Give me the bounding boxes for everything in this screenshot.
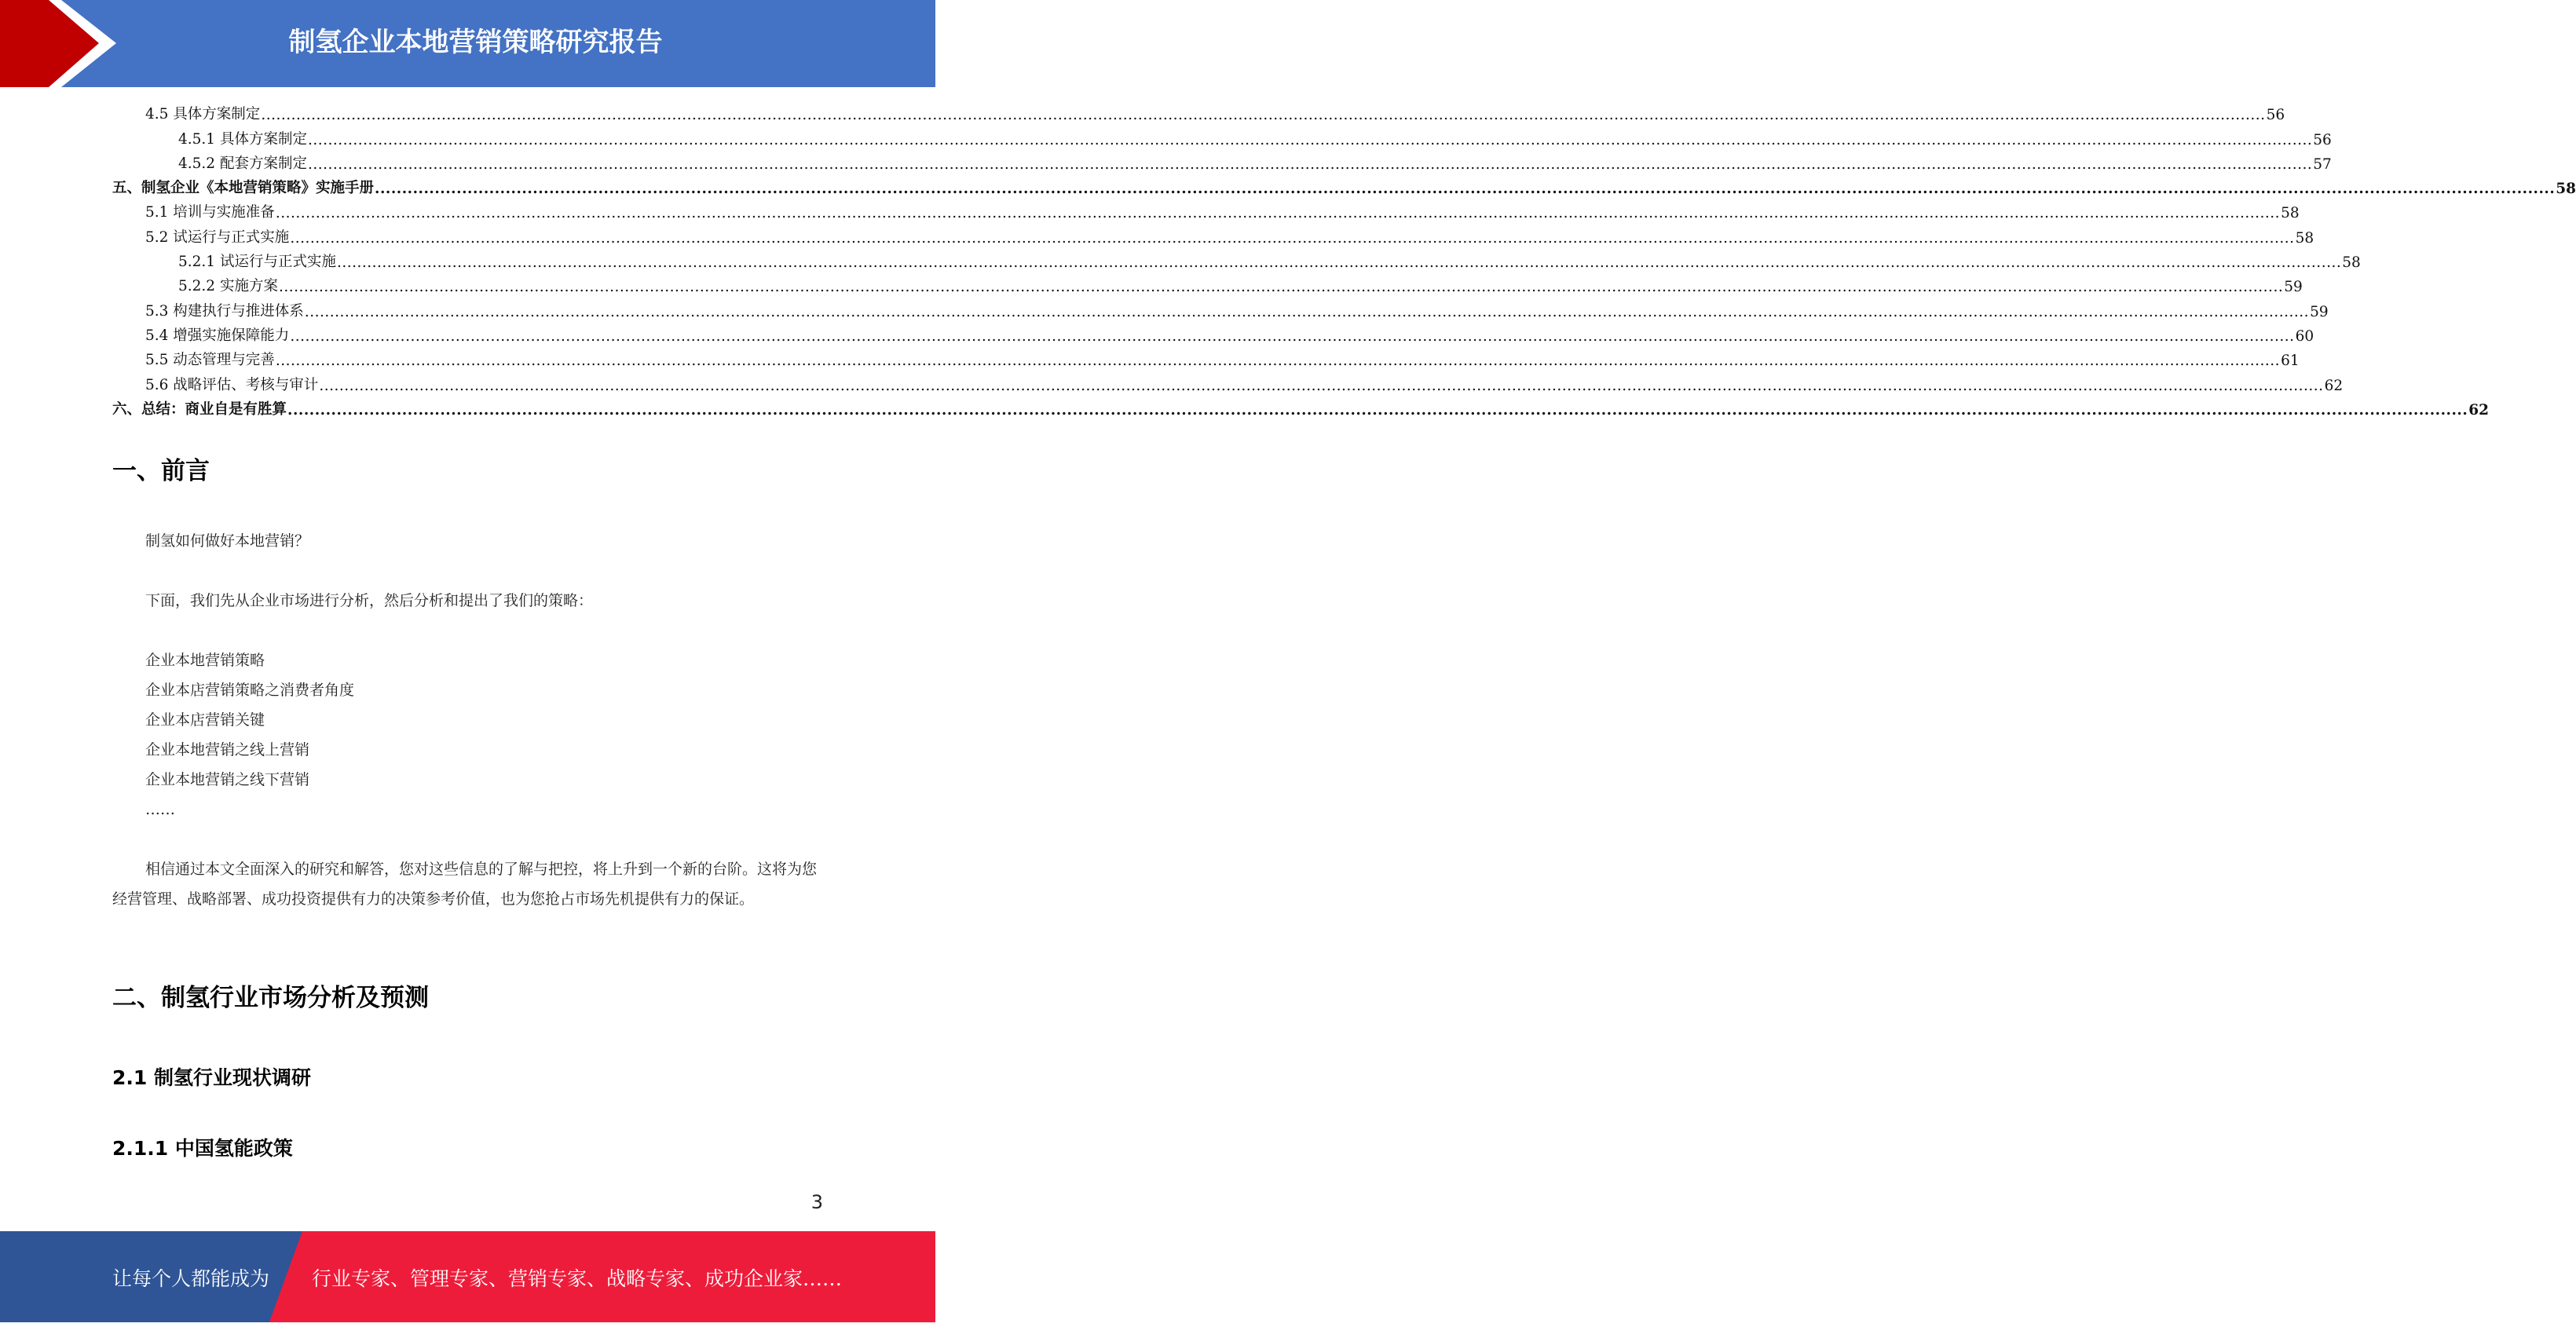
toc-entry[interactable] (112, 148, 2332, 173)
strategy-list-item: 企业本店营销关键 (145, 711, 265, 729)
header-title: 制氢企业本地营销策略研究报告 (288, 27, 663, 58)
toc-dot-leader: ................................................................................................................................................................................................................................................................................................................................................................................................................ (278, 279, 2284, 296)
section-heading-market-analysis: 二、制氢行业市场分析及预测 (112, 984, 429, 1012)
table-of-contents (112, 99, 2576, 419)
toc-entry[interactable] (112, 295, 2329, 320)
toc-entry-label: 5.4 增强实施保障能力 (145, 327, 290, 344)
toc-entry-page: 62 (2324, 377, 2344, 394)
toc-entry[interactable] (112, 271, 2303, 296)
toc-dot-leader: ................................................................................................................................................................................................................................................................................................................................................................................................................ (275, 353, 2281, 370)
toc-dot-leader: ................................................................................................................................................................................................................................................................................................................................................................................................................ (290, 229, 2295, 247)
toc-entry[interactable] (112, 221, 2314, 247)
footer-slogan-left: 让每个人都能成为 (112, 1267, 270, 1290)
subsection-heading-policy: 2.1.1 中国氢能政策 (112, 1137, 293, 1160)
toc-entry[interactable] (112, 345, 2300, 370)
strategy-list-item: 企业本店营销策略之消费者角度 (145, 682, 355, 699)
toc-entry-page: 56 (2266, 107, 2285, 124)
toc-entry-label: 4.5.2 配套方案制定 (178, 155, 307, 172)
toc-dot-leader: ................................................................................................................................................................................................................................................................................................................................................................................................................ (307, 131, 2313, 148)
toc-entry-page: 62 (2468, 401, 2490, 419)
toc-dot-leader: ................................................................................................................................................................................................................................................................................................................................................................................................................ (336, 254, 2342, 272)
strategy-list-item: 企业本地营销之线上营销 (145, 741, 310, 759)
subsection-heading-status: 2.1 制氢行业现状调研 (112, 1066, 311, 1089)
toc-entry-label: 5.5 动态管理与完善 (145, 352, 275, 369)
toc-entry[interactable] (112, 99, 2285, 124)
toc-entry[interactable] (112, 320, 2314, 345)
page-header (0, 0, 935, 87)
preface-closing: 相信通过本文全面深入的研究和解答，您对这些信息的了解与把控，将上升到一个新的台阶。这将为您经营管理、战略部署、成功投资提供有力的决策参考价值，也为您抢占市场先机提供有力的保证。 (112, 861, 818, 908)
toc-entry-label: 5.2.1 试运行与正式实施 (178, 254, 336, 271)
section-heading-preface: 一、前言 (112, 457, 210, 485)
toc-dot-leader: ................................................................................................................................................................................................................................................................................................................................................................................................................ (375, 181, 2556, 198)
toc-dot-leader: ................................................................................................................................................................................................................................................................................................................................................................................................................ (304, 303, 2310, 320)
toc-entry-label: 5.3 构建执行与推进体系 (145, 302, 304, 320)
toc-dot-leader: ................................................................................................................................................................................................................................................................................................................................................................................................................ (290, 327, 2295, 345)
strategy-list-item: 企业本地营销策略 (145, 652, 265, 669)
toc-entry-label: 5.6 战略评估、考核与审计 (145, 376, 319, 393)
toc-entry-page: 58 (2281, 205, 2300, 222)
toc-dot-leader: ................................................................................................................................................................................................................................................................................................................................................................................................................ (307, 155, 2313, 173)
preface-question: 制氢如何做好本地营销？ (145, 532, 310, 550)
toc-entry-label: 4.5.1 具体方案制定 (178, 130, 307, 148)
toc-entry-page: 58 (2342, 254, 2361, 272)
strategy-list-item: …… (145, 801, 175, 818)
preface-intro: 下面，我们先从企业市场进行分析，然后分析和提出了我们的策略： (145, 592, 594, 609)
toc-entry[interactable] (112, 369, 2344, 394)
toc-entry[interactable] (112, 247, 2361, 272)
toc-entry-page: 58 (2556, 181, 2576, 198)
strategy-list-item: 企业本地营销之线下营销 (145, 771, 310, 788)
toc-entry-page: 58 (2295, 229, 2314, 247)
toc-entry-label: 5.2.2 实施方案 (178, 278, 278, 295)
toc-dot-leader: ................................................................................................................................................................................................................................................................................................................................................................................................................ (261, 107, 2266, 124)
toc-entry[interactable] (112, 197, 2300, 222)
toc-entry-label: 5.2 试运行与正式实施 (145, 228, 290, 246)
toc-entry-page: 61 (2281, 353, 2300, 370)
toc-entry-label: 4.5 具体方案制定 (145, 106, 261, 123)
strategy-list (145, 645, 354, 824)
toc-entry-page: 57 (2313, 155, 2332, 173)
footer-slogan-right: 行业专家、管理专家、营销专家、战略专家、成功企业家…… (312, 1267, 843, 1290)
toc-entry-label: 五、制氢企业《本地营销策略》实施手册 (112, 180, 375, 197)
toc-dot-leader: ................................................................................................................................................................................................................................................................................................................................................................................................................ (287, 401, 2468, 419)
toc-entry[interactable] (112, 394, 2490, 419)
toc-entry-page: 59 (2310, 303, 2329, 320)
toc-entry-page: 56 (2313, 131, 2332, 148)
toc-dot-leader: ................................................................................................................................................................................................................................................................................................................................................................................................................ (275, 205, 2281, 222)
toc-entry[interactable] (112, 123, 2332, 148)
toc-entry-label: 六、总结：商业自是有胜算 (112, 400, 287, 418)
page-footer (0, 1231, 935, 1322)
toc-entry[interactable] (112, 173, 2576, 198)
toc-dot-leader: ................................................................................................................................................................................................................................................................................................................................................................................................................ (319, 377, 2324, 394)
toc-entry-label: 5.1 培训与实施准备 (145, 204, 275, 221)
page-number: 3 (810, 1191, 823, 1213)
toc-entry-page: 59 (2284, 279, 2303, 296)
toc-entry-page: 60 (2295, 327, 2314, 345)
